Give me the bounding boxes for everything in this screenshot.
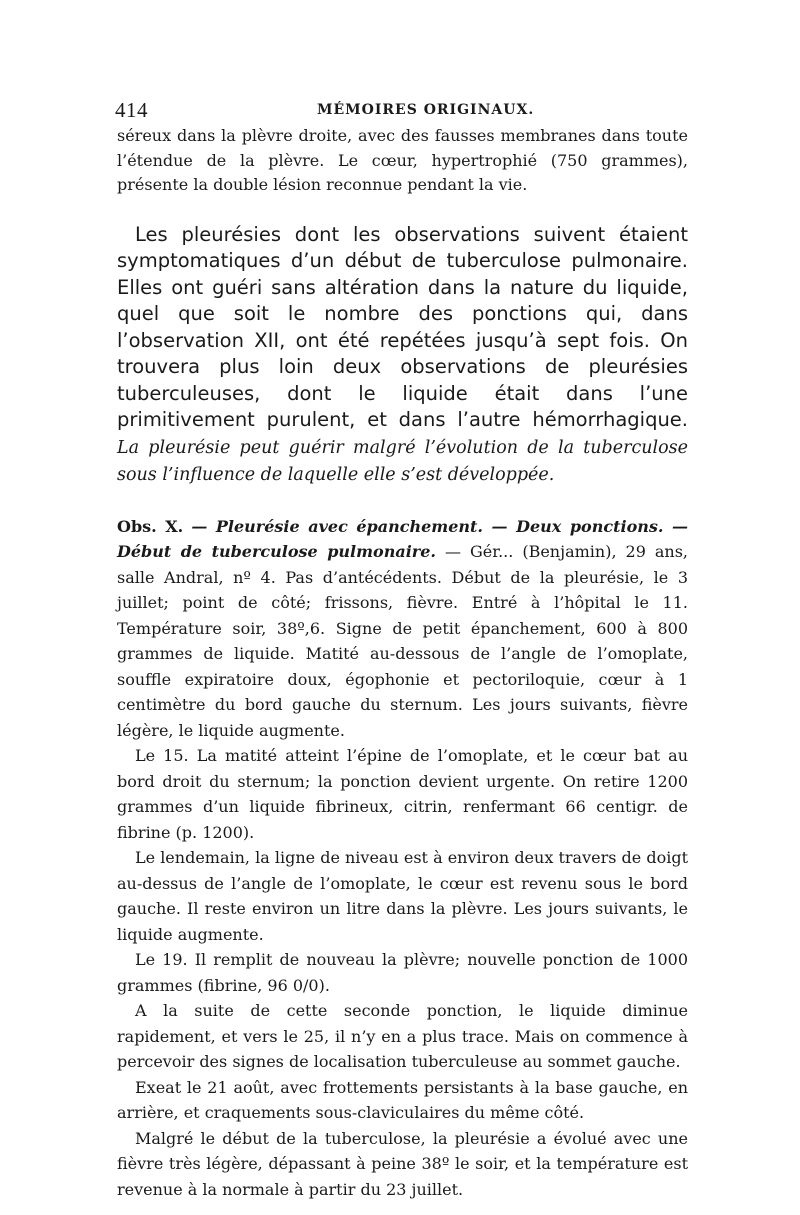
pleuresies-paragraph <box>117 222 688 489</box>
observation-paragraph-2: Le 15. La matité atteint l’épine de l’omoplate, et le cœur bat au bord droit du sternum; la ponction devient urgente. On retire 1200 grammes d’un liquide fibrineux, citrin, renfermant 66 centigr. de fibrine (p. 1200). <box>117 746 688 842</box>
observation-label: Obs. X. <box>117 516 184 536</box>
book-page <box>117 98 688 1202</box>
observation-paragraph-1 <box>117 514 688 744</box>
page-number: 414 <box>115 98 148 122</box>
observation-x <box>117 514 688 1203</box>
pleuresies-text: Les pleurésies dont les observations suivent étaient symptomatiques d’un début de tuberculose pulmonaire. Elles ont guéri sans altération dans la nature du liquide, quel que soit le nombre des ponctions qui, dans l’observation XII, ont été repétées jusqu’à sept fois. On trouvera plus loin deux observations de pleurésies tuberculeuses, dont le liquide était dans l’une primitivement purulent, et dans l’autre hémorrhagique. <box>117 222 688 431</box>
observation-paragraph-7: Malgré le début de la tuberculose, la pleurésie a évolué avec une fièvre très légère, dépassant à peine 38º le soir, et la température est revenue à la normale à partir du 23 juillet. <box>117 1128 688 1199</box>
pleuresies-italic-conclusion: La pleurésie peut guérir malgré l’évolution de la tuberculose sous l’influence de laquelle elle s’est développée. <box>117 437 688 485</box>
observation-title: — Pleurésie avec épanchement. — Deux ponctions. — Début de tuberculose pulmonaire. <box>117 516 689 561</box>
running-head: MÉMOIRES ORIGINAUX. <box>317 102 535 118</box>
intro-paragraph: séreux dans la plèvre droite, avec des fausses membranes dans toute l’étendue de la plèvre. Le cœur, hypertrophié (750 grammes), présente la double lésion reconnue pendant la vie. <box>117 126 688 194</box>
observation-paragraph-4: Le 19. Il remplit de nouveau la plèvre; nouvelle ponction de 1000 grammes (fibrine, 96 0/0). <box>117 950 688 995</box>
page-header <box>117 98 688 122</box>
observation-text-1: — Gér... (Benjamin), 29 ans, salle Andral, nº 4. Pas d’antécédents. Début de la pleurésie, le 3 juillet; point de côté; frissons, fièvre. Entré à l’hôpital le 11. Température soir, 38º,6. Signe de petit épanchement, 600 à 800 grammes de liquide. Matité au-dessous de l’angle de l’omoplate, souffle expiratoire doux, égophonie et pectoriloquie, cœur à 1 centimètre du bord gauche du sternum. Les jours suivants, fièvre légère, le liquide augmente. <box>117 542 689 740</box>
observation-paragraph-6: Exeat le 21 août, avec frottements persistants à la base gauche, en arrière, et craquements sous-claviculaires du même côté. <box>117 1077 688 1122</box>
observation-paragraph-3: Le lendemain, la ligne de niveau est à environ deux travers de doigt au-dessus de l’angle de l’omoplate, le cœur est revenu sous le bord gauche. Il reste environ un litre dans la plèvre. Les jours suivants, le liquide augmente. <box>117 848 688 944</box>
observation-paragraph-5: A la suite de cette seconde ponction, le liquide diminue rapidement, et vers le 25, il n’y en a plus trace. Mais on commence à percevoir des signes de localisation tuberculeuse au sommet gauche. <box>117 1001 688 1071</box>
